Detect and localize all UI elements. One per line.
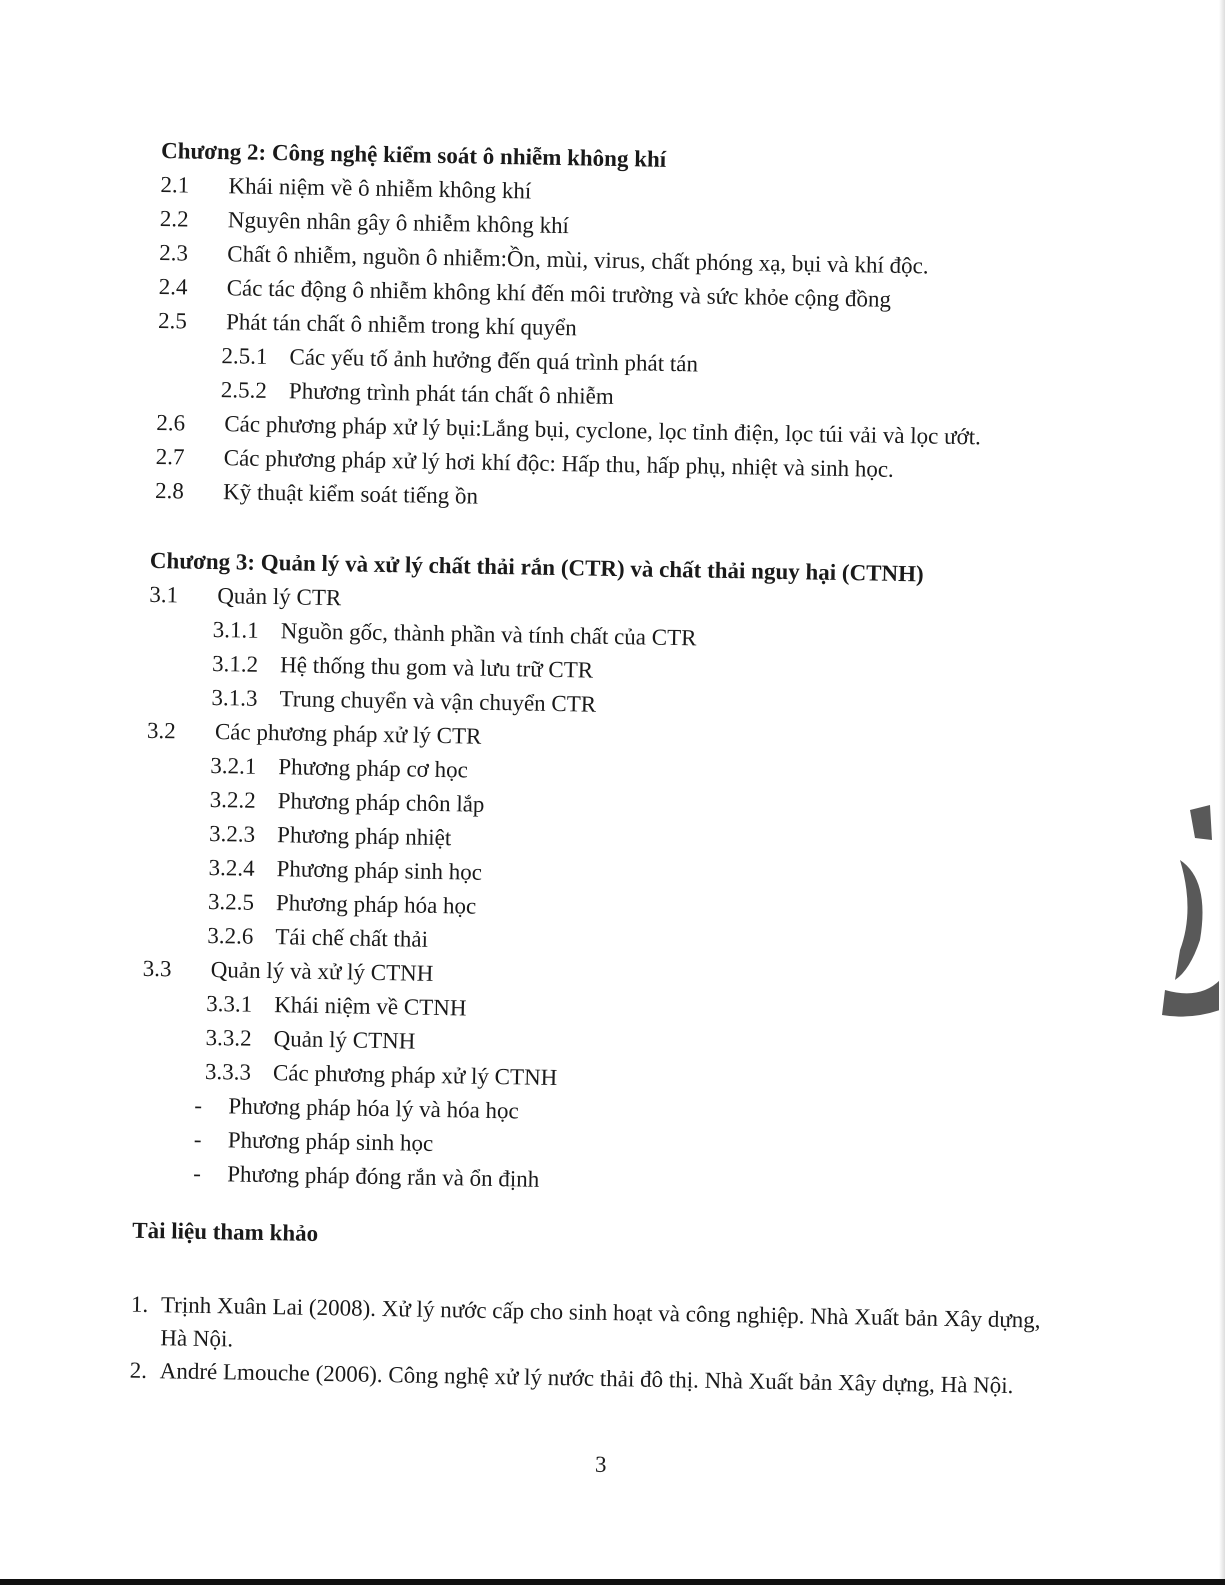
references-section — [129, 1214, 1092, 1405]
item-number: 2.2 — [159, 206, 189, 232]
item-text: Nguyên nhân gây ô nhiễm không khí — [227, 207, 570, 239]
item-number: 3.2.6 — [207, 922, 254, 949]
item-number: 2.8 — [154, 477, 185, 504]
item-number: 3.1.2 — [211, 651, 259, 677]
chapter-2-section — [155, 134, 1121, 525]
item-text: Phương pháp sinh học — [227, 1127, 434, 1156]
item-text: Các phương pháp xử lý CTNH — [272, 1060, 558, 1091]
item-text: Phương pháp đóng rắn và ổn định — [227, 1161, 540, 1192]
item-number: 3.2.2 — [209, 786, 256, 813]
item-number: 3.3.2 — [205, 1024, 252, 1051]
item-text: Phương pháp hóa lý và hóa học — [228, 1093, 519, 1124]
item-text: Phương pháp nhiệt — [276, 822, 452, 851]
page-number: 3 — [594, 1451, 607, 1478]
scan-border — [0, 1579, 1225, 1585]
item-number: 3.2.4 — [208, 854, 255, 881]
item-number: 3.2.5 — [207, 888, 255, 915]
item-text: Kỹ thuật kiểm soát tiếng ồn — [222, 479, 479, 509]
item-text: Trịnh Xuân Lai (2008). Xử lý nước cấp cho sinh hoạt và công nghiệp. Nhà Xuất bản Xây dựng, Hà Nội. — [160, 1292, 1041, 1352]
item-number: 2.5.2 — [220, 377, 268, 403]
item-number: 3.3.1 — [205, 990, 253, 1017]
item-text: Các tác động ô nhiễm không khí đến môi trường và sức khỏe cộng đồng — [226, 275, 892, 312]
item-text: Quản lý CTNH — [273, 1026, 416, 1054]
item-number: 2. — [129, 1357, 148, 1383]
item-number: 2.4 — [158, 274, 188, 300]
item-text: Trung chuyển và vận chuyển CTR — [279, 686, 597, 717]
item-text: Các phương pháp xử lý bụi:Lắng bụi, cyclone, lọc tỉnh điện, lọc túi vải và lọc ướt. — [224, 411, 982, 450]
item-text: Quản lý và xử lý CTNH — [210, 957, 434, 986]
item-number: 2.5.1 — [221, 343, 268, 369]
item-number: 1. — [130, 1291, 149, 1317]
item-number: 3.1.1 — [212, 617, 259, 643]
item-text: Khái niệm về ô nhiễm không khí — [228, 173, 532, 204]
item-text: Phương trình phát tán chất ô nhiễm — [288, 378, 614, 409]
item-text: Chất ô nhiễm, nguồn ô nhiễm:Ồn, mùi, virus, chất phóng xạ, bụi và khí độc. — [227, 241, 929, 279]
item-number: - — [193, 1160, 202, 1186]
item-number: 3.3.3 — [204, 1058, 252, 1085]
item-number: 2.1 — [160, 172, 190, 198]
item-number: 2.5 — [157, 308, 188, 334]
item-number: 3.2 — [146, 717, 176, 744]
stamp-fragment-icon — [1150, 800, 1225, 1030]
item-text: Tái chế chất thải — [275, 924, 429, 952]
item-text: Phương pháp sinh học — [276, 856, 483, 885]
scan-edge — [1219, 0, 1225, 1585]
item-text: Phát tán chất ô nhiễm trong khí quyển — [225, 309, 577, 341]
chapter-3-section — [139, 544, 1110, 1207]
item-text: André Lmouche (2006). Công nghệ xử lý nước thải đô thị. Nhà Xuất bản Xây dựng, Hà Nội. — [159, 1358, 1014, 1399]
item-text: Khái niệm về CTNH — [273, 992, 467, 1021]
item-text: Nguồn gốc, thành phần và tính chất của CTR — [280, 618, 697, 651]
item-number: - — [194, 1092, 203, 1118]
item-number: 3.1.3 — [211, 684, 258, 711]
item-text: Hệ thống thu gom và lưu trữ CTR — [279, 652, 594, 683]
item-number: 3.1 — [149, 581, 179, 608]
item-text: Phương pháp chôn lắp — [277, 788, 485, 817]
item-text: Quản lý CTR — [217, 583, 342, 611]
item-number: - — [193, 1126, 202, 1152]
item-number: 3.3 — [142, 955, 172, 982]
item-number: 2.7 — [155, 443, 185, 470]
item-text: Phương pháp cơ học — [278, 754, 469, 783]
chapter-2-heading: Chương 2: Công nghệ kiểm soát ô nhiễm không khí — [160, 138, 667, 172]
references-heading: Tài liệu tham khảo — [132, 1217, 319, 1246]
item-text: Phương pháp hóa học — [275, 890, 477, 919]
item-text: Các phương pháp xử lý CTR — [214, 719, 482, 749]
item-number: 3.2.3 — [208, 820, 256, 847]
item-text: Các yếu tố ảnh hưởng đến quá trình phát tán — [289, 344, 699, 377]
item-number: 2.6 — [156, 409, 186, 436]
item-text: Các phương pháp xử lý hơi khí độc: Hấp thu, hấp phụ, nhiệt và sinh học. — [223, 445, 895, 482]
chapter-3-heading: Chương 3: Quản lý và xử lý chất thải rắn (CTR) và chất thải nguy hại (CTNH) — [149, 547, 924, 587]
item-number: 2.3 — [159, 240, 189, 266]
item-number: 3.2.1 — [210, 752, 257, 779]
